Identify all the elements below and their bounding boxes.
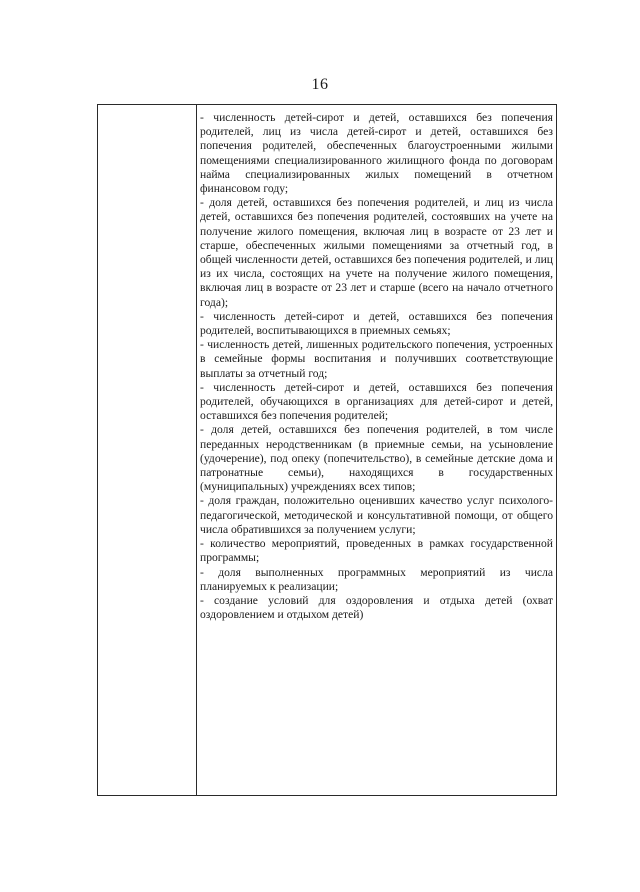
indicator-item: - численность детей-сирот и детей, оставшихся без попечения родителей, обучающихся в организациях для детей-сирот и детей, оставшихся без попечения родителей; bbox=[200, 380, 553, 423]
column-divider bbox=[196, 105, 197, 795]
indicators-table bbox=[97, 104, 557, 796]
page-number: 16 bbox=[311, 76, 329, 93]
table-left-cell bbox=[98, 105, 196, 795]
indicator-item: - численность детей, лишенных родительского попечения, устроенных в семейные формы воспитания и получивших соответствующие выплаты за отчетный год; bbox=[200, 338, 553, 380]
indicators-cell bbox=[200, 111, 553, 622]
indicator-item: - доля детей, оставшихся без попечения родителей, в том числе переданных неродственникам (в приемные семьи, на усыновление (удочерение), под опеку (попечительство), в семейные детские дома и патронатные семьи), находящихся в государственных (муниципальных) учреждениях всех типов; bbox=[200, 423, 553, 494]
indicator-item: - численность детей-сирот и детей, оставшихся без попечения родителей, воспитывающихся в приемных семьях; bbox=[200, 309, 553, 338]
indicator-item: - доля выполненных программных мероприятий из числа планируемых к реализации; bbox=[200, 565, 553, 593]
indicator-item: - количество мероприятий, проведенных в рамках государственной программы; bbox=[200, 537, 553, 565]
indicator-item: - доля граждан, положительно оценивших качество услуг психолого-педагогической, методической и консультативной помощи, от общего числа обратившихся за получением услуги; bbox=[200, 494, 553, 536]
indicator-item: - доля детей, оставшихся без попечения родителей, и лиц из числа детей, оставшихся без попечения родителей, состоявших на учете на получение жилого помещения, включая лиц в возрасте от 23 лет и старше, обеспеченных жилыми помещениями за отчетный год, в общей численности детей, оставшихся без попечения родителей, и лиц из их числа, состоящих на учете на получение жилого помещения, включая лиц в возрасте от 23 лет и старше (всего на начало отчетного года); bbox=[200, 196, 553, 309]
indicator-item: - численность детей-сирот и детей, оставшихся без попечения родителей, лиц из числа детей-сирот и детей, оставшихся без попечения родителей, обеспеченных благоустроенными жилыми помещениями специализированного жилищного фонда по договорам найма специализированных жилых помещений в отчетном финансовом году; bbox=[200, 111, 553, 196]
indicator-item: - создание условий для оздоровления и отдыха детей (охват оздоровлением и отдыхом детей) bbox=[200, 593, 553, 622]
